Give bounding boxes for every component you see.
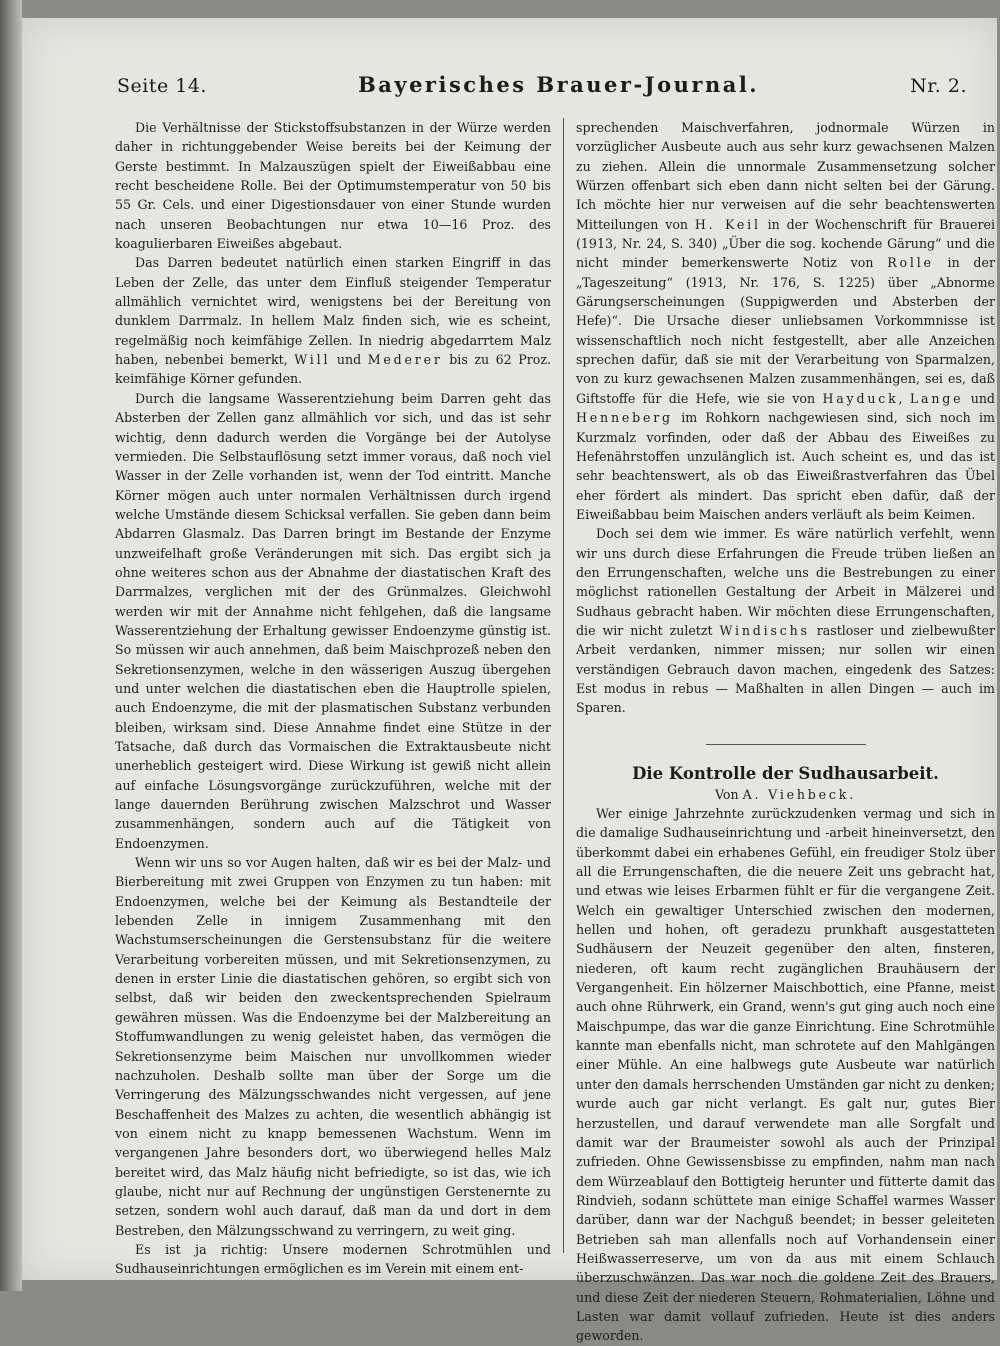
right-paragraph-1-text-c: in der „Tageszeitung“ (1913, Nr. 176, S. 1225) über „Abnorme Gärungserscheinungen (Suppigwerden und Absterben der Hefe)“. Die Ursache dieser unliebsamen Vorkommnisse ist wissenschaftlich noch nicht festgestellt, aber alle Anzeichen sprechen dafür, daß sie mit der Verarbeitung von Sparmalzen, von zu kurz gewachsenen Malzen zusammenhängen, sei es, daß Giftstoffe für die Hefe, wie sie von [576,255,995,406]
newspaper-page [22,18,997,1344]
left-paragraph-3: Durch die langsame Wasserentziehung beim Darren geht das Absterben der Zellen ganz allmählich vor sich, und das ist sehr wichtig, denn dadurch werden die Vorgänge bei der Autolyse vermieden. Die Selbstauflösung setzt immer voraus, daß noch viel Wasser in der Zelle vorhanden ist, wenn der Tod eintritt. Manche Körner mögen auch unter normalen Verhältnissen durch irgend welche Umstände diesem Schicksal verfallen. Sie geben dann beim Abdarren Glasmalz. Das Darren bringt im Bestande der Enzyme unzweifelhaft große Veränderungen mit sich. Das ergibt sich ja ohne weiteres schon aus der Abnahme der diastatischen Kraft des Darrmalzes, verglichen mit der des Grünmalzes. Gleichwohl werden wir mit der Annahme nicht fehlgehen, daß die langsame Wasserentziehung der Erhaltung gewisser Endoenzyme günstig ist. So müssen wir auch annehmen, daß beim Maischprozeß neben den Sekretionsenzymen, welche in den wässerigen Auszug übergehen und unter welchen die diastatischen eben die Hauptrolle spielen, auch Endoenzyme, die mit der plasmatischen Substanz verbunden bleiben, wirksam sind. Diese Annahme findet eine Stütze in der Tatsache, daß durch das Vormaischen die Extraktausbeute nicht unerheblich gesteigert wird. Diese Wirkung ist gewiß nicht allein auf einfache Lösungsvorgänge zurückzuführen, welche mit der lange dauernden Berührung zwischen Malzschrot und Wasser zusammenhängen, sondern auch auf die Tätigkeit von Endoenzymen. [115,390,551,851]
author-name-mederer: Mederer [367,352,443,368]
left-paragraph-2-text-a: Das Darren bedeutet natürlich einen starken Eingriff in das Leben der Zelle, das unter dem Einfluß steigender Temperatur allmählich vernichtet wird, wenigstens bei der Bereitung von dunklem Darrmalz. In hellem Malz finden sich, wie es scheint, regelmäßig noch keimfähige Zellen. In niedrig abgedarrtem Malz haben, nebenbei bemerkt, [115,255,551,368]
article-byline [576,785,995,804]
left-paragraph-1: Die Verhältnisse der Stickstoffsubstanzen in der Würze werden daher in richtunggebender Weise bereits bei der Keimung der Gerste bestimmt. In Malzauszügen spielt der Eiweißabbau eine recht bescheidene Rolle. Bei der Optimumstemperatur von 50 bis 55 Gr. Cels. und einer Digestionsdauer von einer Stunde wurden nach unseren Beobachtungen nur etwa 10—16 Proz. des koagulierbaren Eiweißes abgebaut. [115,120,551,252]
author-name-windisch: Windischs [719,622,810,638]
left-paragraph-5: Es ist ja richtig: Unsere modernen Schrotmühlen und Sudhauseinrichtungen ermöglichen es im Verein mit einem ent- [115,1241,551,1277]
scan-binding-edge [0,0,22,1291]
right-paragraph-2-text-a: Doch sei dem wie immer. Es wäre natürlich verfehlt, wenn wir uns durch diese Erfahrungen die Freude trüben ließen an den Errungenschaften, welche uns die Bestrebungen zu einer möglichst rationellen Gestaltung der Arbeit in Mälzerei und Sudhaus gebracht haben. Wir möchten diese Errungenschaften, die wir nicht zuletzt [576,526,995,638]
left-column [115,118,551,1279]
article-author: A. Viehbeck. [742,786,857,802]
right-paragraph-2-text-b: rastloser und zielbewußter Arbeit verdanken, nimmer missen; nur sollen wir einen verständigen Gebrauch davon machen, eingedenk des Satzes: Est modus in rebus — Maßhalten in allen Dingen — auch im Sparen. [576,622,995,716]
author-name-henneberg: Henneberg [576,410,673,426]
author-name-lange: Lange [909,390,964,406]
right-paragraph-1-text-a: sprechenden Maischverfahren, jodnormale Würzen in vorzüglicher Ausbeute auch aus sehr kurz gewachsenen Malzen zu ziehen. Allein die unnormale Zusammensetzung solcher Würzen offenbart sich eben dann nicht selten bei der Gärung. Ich möchte hier nur verweisen auf die sehr beachtenswerten Mitteilungen von [576,120,995,232]
left-paragraph-2-text-b: bis zu 62 Proz. keimfähige Körner gefunden. [115,352,551,387]
right-column [576,118,995,1346]
conjunction: und [970,390,995,406]
right-paragraph-1 [576,118,995,524]
byline-prefix: Von [714,786,739,802]
conjunction: und [336,352,362,368]
right-paragraph-2 [576,524,995,717]
page-header [117,72,967,108]
author-name-keil: H. Keil [694,216,761,232]
author-name-rolle: Rolle [887,255,934,271]
column-divider [563,118,564,1253]
right-paragraph-1-text-d: im Rohkorn nachgewiesen sind, sich noch im Kurzmalz vorfinden, oder daß der Abbau des Eiweißes zu Hefenährstoffen unzulänglich ist. Auch scheint es, und das ist sehr beachtenswert, als ob das Eiweißrastverfahren das Übel eher fördert als mindert. Das spricht eben dafür, daß der Eiweißabbau beim Maischen anders verläuft als beim Keimen. [576,410,995,522]
left-paragraph-2 [115,253,551,388]
journal-title: Bayerisches Brauer-Journal. [358,72,760,97]
right-paragraph-3: Wer einige Jahrzehnte zurückzudenken vermag und sich in die damalige Sudhauseinrichtung und -arbeit hineinversetzt, den überkommt dabei ein erhabenes Gefühl, ein freudiger Stolz über all die Errungenschaften, die die neuere Zeit uns gebracht hat, und etwas wie leises Erbarmen fühlt er für die vergangene Zeit. Welch ein gewaltiger Unterschied zwischen den modernen, hellen und hohen, oft geradezu prunkhaft ausgestatteten Sudhäusern der Neuzeit gegenüber den alten, finsteren, niederen, oft kaum recht zugänglichen Brauhäusern der Vergangenheit. Ein hölzerner Maischbottich, eine Pfanne, meist auch ohne Rührwerk, ein Grand, wenn's gut ging auch noch eine Maischpumpe, das war die ganze Einrichtung. Eine Schrotmühle kannte man ebenfalls nicht, man schrotete auf den Mahlgängen einer Mühle. An eine halbwegs gute Ausbeute war natürlich unter den damals herrschenden Umständen gar nicht zu denken; wurde auch gar nicht verlangt. Es galt nur, gutes Bier herzustellen, und darauf verwendete man alle Sorgfalt und damit war der Braumeister sowohl als auch der Prinzipal zufrieden. Ohne Gewissensbisse zu empfinden, nahm man nach dem Würzeablauf den Bottigteig herunter und fütterte damit das Rindvieh, sodann schüttete man einige Schaffel warmes Wasser darüber, dann war der Nachguß beendet; in besser geleiteten Betrieben sah man allenfalls noch auf Vorhandensein einer Heißwasserreserve, um von da aus mit einem Schlauch überzuschwänzen. Das war noch die goldene Zeit des Brauers, und diese Zeit der niederen Steuern, Rohmaterialien, Löhne und Lasten war damit vollauf zufrieden. Heute ist dies anders geworden. [576,806,995,1344]
author-name-hayduck: Hayduck [822,390,899,406]
left-paragraph-4: Wenn wir uns so vor Augen halten, daß wir es bei der Malz- und Bierbereitung mit zwei Gruppen von Enzymen zu tun haben: mit Endoenzymen, welche bei der Keimung als Bestandteile der lebenden Zelle in innigem Zusammenhang mit den Wachstumserscheinungen die Gerstensubstanz für die weitere Verarbeitung vorbereiten müssen, und mit Sekretionsenzymen, zu denen in erster Linie die diastatischen gehören, so ergibt sich von selbst, daß wir beiden den zweckentsprechenden Spielraum gewähren müssen. Was die Endoenzyme bei der Malzbereitung an Stoffumwandlungen zu wenig geleistet haben, das vermögen die Sekretionsenzyme beim Maischen nur unvollkommen wieder nachzuholen. Deshalb sollte man über der Sorge um die Verringerung des Mälzungsschwandes nicht vergessen, auf jene Beschaffenheit des Malzes zu achten, die wesentlich abhängig ist von einem nicht zu knapp bemessenen Wachstum. Wenn im vergangenen Jahre besonders dort, wo überwiegend helles Malz bereitet wird, das Malz häufig nicht befriedigte, so ist das, wie ich glaube, nicht nur auf Rechnung der ungünstigen Gerstenernte zu setzen, sondern wohl auch darauf, daß man da und dort in dem Bestreben, den Mälzungsschwand zu verringern, zu weit ging. [115,855,551,1238]
right-paragraph-1-text-b: in der Wochenschrift für Brauerei (1913, Nr. 24, S. 340) „Über die sog. kochende Gärung“ und die nicht minder bemerkenswerte Notiz von [576,216,995,271]
comma: , [898,390,903,406]
article-separator-rule [706,744,866,745]
article-title: Die Kontrolle der Sudhausarbeit. [632,763,939,783]
author-name-will: Will [294,352,331,368]
page-number: Seite 14. [117,75,207,97]
issue-number: Nr. 2. [910,75,967,97]
